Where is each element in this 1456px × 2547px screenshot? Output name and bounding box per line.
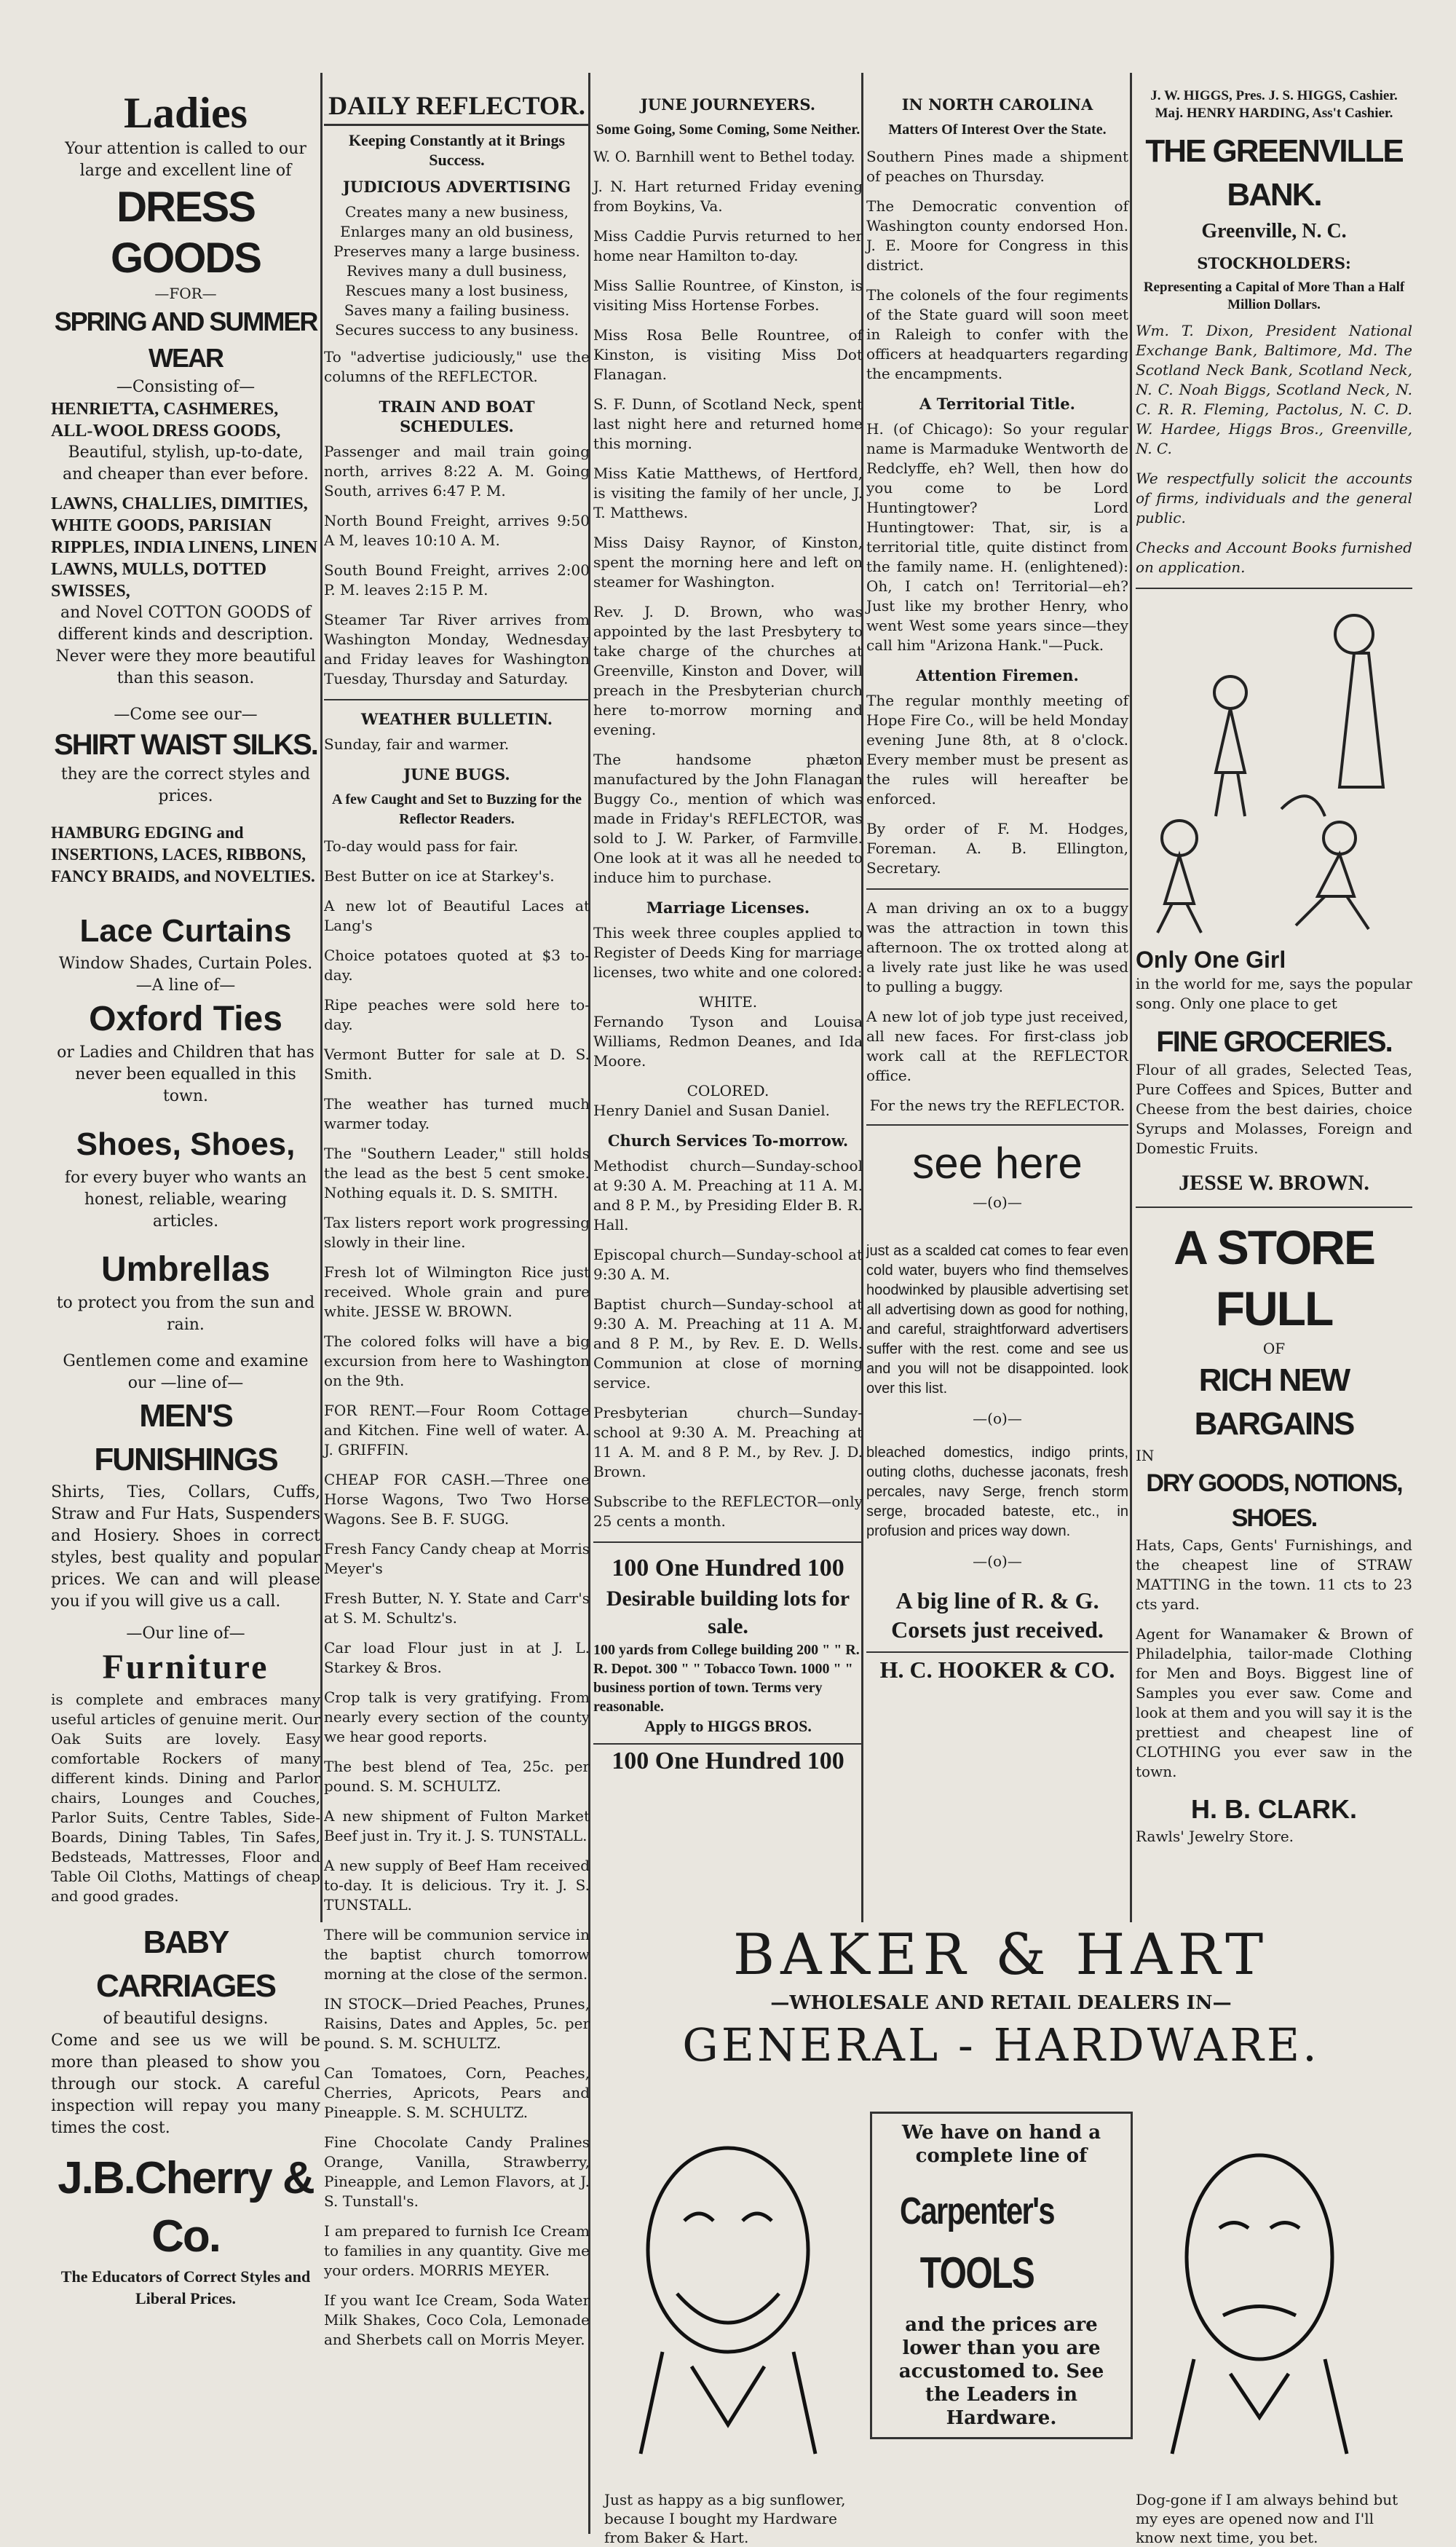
marriage-heading: Marriage Licenses.	[646, 899, 810, 917]
news-item: There will be communion service in the baptist church tomorrow morning at the close of the sermon.	[324, 1926, 590, 1983]
hooker-text: H. C. HOOKER & CO.	[866, 1651, 1128, 1686]
ornament: —(o)—	[973, 1193, 1022, 1211]
type-text: A new lot of job type just received, all new faces. For first-class job work call at the REFLECTOR office.	[866, 1008, 1128, 1084]
clark-heading: H. B. CLARK.	[1191, 1794, 1357, 1824]
news-item: IN STOCK—Dried Peaches, Prunes, Raisins, Dates and Apples, 5c. per pound. S. M. SCHULTZ.	[324, 1995, 590, 2052]
ourline-text: —Our line of—	[126, 1624, 245, 1643]
hundred-footer: 100 One Hundred 100	[593, 1743, 863, 1778]
they-are-text: they are the correct styles and prices.	[60, 765, 311, 805]
church-item: Baptist church—Sunday-school at 9:30 A. M. Preaching at 11 A. M. and 8 P. M., by Rev. E. D. Wells. Communion at close of morning service.	[593, 1295, 863, 1391]
bank-city: Greenville, N. C.	[1201, 220, 1347, 242]
see-here-heading: see here	[912, 1139, 1083, 1188]
hamburg-text: HAMBURG EDGING and INSERTIONS, LACES, RIBBONS, FANCY BRAIDS, and NOVELTIES.	[51, 824, 315, 885]
novel-text: and Novel COTTON GOODS of different kinds and description. Never were they more beautiful than this season.	[55, 604, 316, 687]
of-text: OF	[1262, 1340, 1286, 1357]
news-item: Crop talk is very gratifying. From nearly every section of the county we hear good reports.	[324, 1689, 590, 1745]
reflector-column	[324, 87, 590, 2360]
come-see-text: —Come see our—	[114, 706, 258, 724]
happy-man-illustration	[619, 2133, 837, 2461]
june-bugs-heading: JUNE BUGS.	[403, 765, 510, 783]
umbrellas-heading: Umbrellas	[100, 1250, 271, 1289]
journeyers-sub: Some Going, Some Coming, Some Neither.	[596, 122, 860, 138]
church-item: Methodist church—Sunday-school at 9:30 A. M. Preaching at 11 A. M. and 8 P. M., by Presiding Elder B. R. Hall.	[593, 1157, 863, 1233]
journeyers-column	[593, 87, 863, 1778]
fine-groceries-heading: FINE GROCERIES.	[1156, 1026, 1392, 1058]
apply-text: Apply to HIGGS BROS.	[644, 1717, 812, 1735]
steamer-text: Steamer Tar River arrives from Washington Monday, Wednesday and Friday leaves for Washington Tuesday, Thursday and Saturday.	[324, 611, 590, 687]
oxford-heading: Oxford Ties	[89, 1000, 282, 1038]
consisting-text: —Consisting of—	[116, 378, 256, 396]
baby-text: of beautiful designs.	[103, 2010, 269, 2028]
divider	[1136, 588, 1412, 589]
cherry-ad-column	[51, 87, 320, 2310]
gentlemen-text: Gentlemen come and examine our —line of—	[63, 1352, 309, 1392]
news-item: Fine Chocolate Candy Pralines Orange, Vanilla, Strawberry, Pineapple, and Lemon Flavors, at J. S. Tunstall's.	[324, 2133, 590, 2210]
solicit-text: We respectfully solicit the accounts of firms, individuals and the general public.	[1136, 470, 1412, 526]
lots-heading: Desirable building lots for sale.	[606, 1587, 850, 1638]
bank-officers: J. W. HIGGS, Pres. J. S. HIGGS, Cashier. Maj. HENRY HARDING, Ass't Cashier.	[1150, 88, 1398, 121]
news-item: If you want Ice Cream, Soda Water Milk Shakes, Coco Cola, Lemonade and Sherbets call on Morris Meyer.	[324, 2291, 590, 2348]
column-rule	[1130, 73, 1132, 1922]
general-hardware-heading: GENERAL - HARDWARE.	[682, 2018, 1320, 2072]
tools-ad	[870, 2112, 1133, 2439]
tools-heading: TOOLS	[919, 2248, 1034, 2297]
few-caught-text: A few Caught and Set to Buzzing for the Reflector Readers.	[332, 791, 582, 827]
dog-gone-caption: Dog-gone if I am always behind but my eyes are opened now and I'll know next time, you bet.	[1136, 2491, 1398, 2546]
territorial-text: H. (of Chicago): So your regular name is Marmaduke Wentworth de Redclyffe, eh? Well, then how do you come to be Lord Huntingtower? Lord Huntingtower: That, sir, is a territorial title, quite distinct from the family name. H. (enlightened): Oh, I catch on! Territorial—eh? Just like my brother Henry, who went West some years since—they call him "Arizona Hank."—Puck.	[866, 420, 1128, 654]
white-label: WHITE.	[698, 993, 758, 1011]
spring-heading: SPRING AND SUMMER WEAR	[54, 307, 317, 373]
news-item: W. O. Barnhill went to Bethel today.	[593, 148, 855, 165]
news-item: S. F. Dunn, of Scotland Neck, spent last night here and returned home this morning.	[593, 395, 863, 452]
news-item: Tax listers report work progressing slowly in their line.	[324, 1214, 590, 1251]
news-item: Miss Katie Matthews, of Hertford, is visiting the family of her uncle, J. T. Matthews.	[593, 465, 863, 521]
weather-text: Sunday, fair and warmer.	[324, 735, 510, 753]
train-2: North Bound Freight, arrives 9:50 A M, leaves 10:10 A. M.	[324, 512, 590, 549]
prices-text: and the prices are lower than you are accustomed to. See the Leaders in Hardware.	[898, 2314, 1104, 2429]
church-item: Presbyterian church—Sunday-school at 9:30 A. M. Preaching at 11 A. M. and 8 P. M., by Rev. J. D. Brown.	[593, 1404, 863, 1480]
news-item: The colonels of the four regiments of the State guard will soon meet in Raleigh to confer with the officers at headquarters regarding the encampments.	[866, 286, 1128, 382]
news-item: The colored folks will have a big excursion from here to Washington on the 9th.	[324, 1332, 590, 1389]
news-item: Fresh Butter, N. Y. State and Carr's at S. M. Schultz's.	[324, 1590, 590, 1627]
stockholders-text: Wm. T. Dixon, President National Exchange Bank, Baltimore, Md. The Scotland Neck Bank, Scotland Neck, N. C. Noah Biggs, Scotland Neck, N. C. R. R. Fleming, Pactolus, N. C. D. W. Hardee, Higgs Bros., Greenville, N. C.	[1136, 322, 1412, 457]
girl-text: in the world for me, says the popular song. Only one place to get	[1136, 975, 1412, 1012]
baker-hart-ad	[593, 1922, 1409, 2072]
jesse-brown: JESSE W. BROWN.	[1179, 1171, 1369, 1195]
news-item: Rev. J. D. Brown, who was appointed by the last Presbytery to take charge of the churches at Greenville, Kinston and Dover, will preach in the Presbyterian church here to-morrow morning and evening.	[593, 603, 863, 738]
to-adv-text: To "advertise judiciously," use the columns of the REFLECTOR.	[324, 348, 590, 385]
news-item: Choice potatoes quoted at $3 to-day.	[324, 947, 590, 984]
news-item: Miss Sallie Rountree, of Kinston, is visiting Miss Hortense Forbes.	[593, 277, 863, 314]
for-text: —FOR—	[154, 285, 217, 302]
groceries-text: Flour of all grades, Selected Teas, Pure Coffees and Spices, Butter and Cheese from the best dairies, choice Syrups and Molasses, Foreign and Domestic Fruits.	[1136, 1061, 1412, 1157]
bleached-text: bleached domestics, indigo prints, outing cloths, duchesse jaconats, fresh percales, navy Serge, french storm serge, brocaded bateste, etc., in profusion and prices way down.	[866, 1445, 1128, 1539]
rich-bargains-heading: RICH NEW BARGAINS	[1194, 1362, 1354, 1442]
aline-text: —A line of—	[135, 976, 236, 995]
lots-text: 100 yards from College building 200 " " R. R. Depot. 300 " " Tobacco Town. 1000 " " business portion of town. Terms very reasonable.	[593, 1642, 860, 1715]
subscribe-text: Subscribe to the REFLECTOR—only 25 cents a month.	[593, 1493, 863, 1530]
news-item: Miss Daisy Raynor, of Kinston, spent the morning here and left on steamer for Washington.	[593, 534, 863, 591]
news-item: CHEAP FOR CASH.—Three one Horse Wagons, Two Two Horse Wagons. See B. F. SUGG.	[324, 1471, 590, 1528]
divider	[866, 888, 1128, 890]
firemen-heading: Attention Firemen.	[916, 666, 1079, 684]
bank-heading: THE GREENVILLE BANK.	[1145, 133, 1403, 213]
news-item: The handsome phæton manufactured by the John Flanagan Buggy Co., mention of which was made in Friday's REFLECTOR, was sold to J. W. Parker, of Farmville. One look at it was all he needed to induce him to purchase.	[593, 751, 863, 886]
ornament: —(o)—	[973, 1410, 1022, 1427]
news-item: The "Southern Leader," still holds the lead as the best 5 cent smoke. Nothing equals it. D. S. SMITH.	[324, 1145, 590, 1201]
educators-text: The Educators of Correct Styles and Liberal Prices.	[60, 2267, 311, 2307]
hundred-heading: 100 One Hundred 100	[612, 1555, 844, 1581]
lawns-text: LAWNS, CHALLIES, DIMITIES, WHITE GOODS, PARISIAN RIPPLES, INDIA LINENS, LINEN LAWNS, MULLS, DOTTED SWISSES,	[51, 494, 318, 601]
news-item: Fresh lot of Wilmington Rice just received. Whole grain and pure white. JESSE W. BROWN.	[324, 1263, 590, 1320]
ornament: —(o)—	[973, 1552, 1022, 1570]
nc-sub: Matters Of Interest Over the State.	[888, 122, 1107, 138]
carpenters-heading: Carpenter's	[900, 2190, 1054, 2232]
mens-heading: MEN'S FUNISHINGS	[94, 1398, 277, 1477]
rawls-text: Rawls' Jewelry Store.	[1136, 1828, 1294, 1845]
in-text: IN	[1136, 1447, 1155, 1464]
window-text: Window Shades, Curtain Poles.	[58, 955, 313, 973]
column-rule	[320, 73, 323, 1922]
white-names: Fernando Tyson and Louisa Williams, Redmon Deanes, and Ida Moore.	[593, 1013, 863, 1070]
dress-goods-heading: DRESS GOODS	[111, 183, 261, 282]
corsets-text: A big line of R. & G. Corsets just received.	[891, 1587, 1104, 1643]
journeyers-heading: JUNE JOURNEYERS.	[640, 95, 816, 114]
firemen-text: The regular monthly meeting of Hope Fire Co., will be held Monday evening June 8th, at 8 o'clock. Every member must be present as the rules will hereafter be enforced.	[866, 692, 1128, 807]
news-item: I am prepared to furnish Ice Cream to families in any quantity. Give me your orders. MORRIS MEYER.	[324, 2222, 590, 2279]
divider	[593, 1541, 863, 1543]
judicious-heading: JUDICIOUS ADVERTISING	[343, 178, 571, 196]
children-illustration	[1136, 598, 1412, 940]
news-item: Best Butter on ice at Starkey's.	[324, 867, 555, 885]
judicious-poem: Creates many a new business, Enlarges many an old business, Preserves many a large business. Revives many a dull business, Rescues many a lost business, Saves many a failing business. Secures success to any business.	[333, 203, 580, 339]
news-item: Can Tomatoes, Corn, Peaches, Cherries, Apricots, Pears and Pineapple. S. M. SCHULTZ.	[324, 2064, 590, 2121]
church-heading: Church Services To-morrow.	[607, 1132, 849, 1150]
train-3: South Bound Freight, arrives 2:00 P. M. leaves 2:15 P. M.	[324, 561, 590, 599]
store-full-heading: A STORE FULL	[1174, 1220, 1374, 1335]
dry-goods-heading: DRY GOODS, NOTIONS, SHOES.	[1146, 1469, 1402, 1532]
church-item: Episcopal church—Sunday-school at 9:30 A. M.	[593, 1246, 863, 1283]
territorial-heading: A Territorial Title.	[919, 395, 1075, 413]
news-item: Fresh Fancy Candy cheap at Morris Meyer's	[324, 1540, 590, 1577]
north-carolina-column	[866, 87, 1128, 1686]
furniture-text: is complete and embraces many useful articles of genuine merit. Our Oak Suits are lovely. Easy comfortable Rockers of many different kinds. Dining and Parlor chairs, Lounges and Couches, Parlor Suits, Centre Tables, Side-Boards, Dining Tables, Tin Safes, Bedsteads, Mattresses, Floor and Table Oil Cloths, Mattings of cheap and good grades.	[51, 1691, 321, 1905]
train-heading: TRAIN AND BOAT SCHEDULES.	[379, 398, 535, 435]
checks-text: Checks and Account Books furnished on application.	[1136, 539, 1412, 576]
news-item: The weather has turned much warmer today.	[324, 1095, 590, 1132]
news-item: J. N. Hart returned Friday evening from Boykins, Va.	[593, 178, 863, 215]
marriage-text: This week three couples applied to Register of Deeds King for marriage licenses, two white and one colored:	[593, 924, 863, 981]
colored-label: COLORED.	[687, 1082, 769, 1099]
news-item: Miss Caddie Purvis returned to her home near Hamilton to-day.	[593, 227, 863, 264]
baby-heading: BABY CARRIAGES	[95, 1924, 276, 2004]
agent-text: Agent for Wanamaker & Brown of Philadelphia, tailor-made Clothing for Men and Boys. Biggest line of Samples you ever saw. Come and look at them and you will say it is the prettiest and cheapest line of CLOTHING you ever saw in the town.	[1136, 1625, 1412, 1780]
bank-column	[1136, 87, 1412, 1847]
keeping-text: Keeping Constantly at it Brings Success.	[348, 131, 566, 169]
beautiful-text: Beautiful, stylish, up-to-date, and cheaper than ever before.	[63, 443, 309, 483]
happy-caption: Just as happy as a big sunflower, because I bought my Hardware from Baker & Hart.	[604, 2491, 846, 2546]
news-item: FOR RENT.—Four Room Cottage and Kitchen. Fine well of water. A. J. GRIFFIN.	[324, 1402, 590, 1458]
henrietta-text: HENRIETTA, CASHMERES, ALL-WOOL DRESS GOODS,	[51, 400, 281, 441]
one-girl-heading: Only One Girl	[1136, 947, 1286, 973]
scalded-text: just as a scalded cat comes to fear even cold water, buyers who find themselves hoodwinked by plausible advertising set all advertising down as good for nothing, and careful, straightforward advertisers suffer with the rest. come and see us and you will not be disappointed. look over this list.	[866, 1243, 1128, 1397]
news-item: Car load Flour just in at J. L. Starkey & Bros.	[324, 1639, 590, 1676]
cherry-heading: J.B.Cherry & Co.	[58, 2153, 314, 2262]
lace-heading: Lace Curtains	[79, 913, 292, 949]
divider	[866, 1124, 1128, 1126]
news-text: For the news try the REFLECTOR.	[869, 1097, 1125, 1114]
shoes-text: for every buyer who wants an honest, reliable, wearing articles.	[64, 1169, 307, 1231]
wholesale-text: —WHOLESALE AND RETAIL DEALERS IN—	[770, 1992, 1232, 2014]
shirt-waist-heading: SHIRT WAIST SILKS.	[54, 729, 317, 761]
masthead: DAILY REFLECTOR.	[324, 87, 590, 126]
shoes-heading: Shoes, Shoes,	[76, 1126, 296, 1162]
news-item: A new supply of Beef Ham received to-day. It is delicious. Try it. J. S. TUNSTALL.	[324, 1857, 590, 1914]
divider	[1136, 1207, 1412, 1208]
furniture-heading: Furniture	[102, 1648, 269, 1686]
news-item: To-day would pass for fair.	[324, 837, 518, 855]
news-item: Southern Pines made a shipment of peaches on Thursday.	[866, 148, 1128, 185]
news-item: Miss Rosa Belle Rountree, of Kinston, is visiting Miss Dot Flanagan.	[593, 326, 863, 383]
oxford-text: or Ladies and Children that has never been equalled in this town.	[57, 1043, 314, 1105]
ladies-heading: Ladies	[123, 89, 248, 137]
umbrellas-text: to protect you from the sun and rain.	[56, 1294, 315, 1334]
stock-heading: STOCKHOLDERS:	[1197, 254, 1351, 272]
nc-heading: IN NORTH CAROLINA	[901, 95, 1093, 114]
news-item: The Democratic convention of Washington county endorsed Hon. J. E. Moore for Congress in this district.	[866, 197, 1128, 274]
dry-goods-text: Hats, Caps, Gents' Furnishings, and the cheapest line of STRAW MATTING in the town. 11 cts to 23 cts yard.	[1136, 1536, 1412, 1613]
train-1: Passenger and mail train going north, arrives 8:22 A. M. Going South, arrives 6:47 P. M.	[324, 443, 590, 499]
news-item: Vermont Butter for sale at D. S. Smith.	[324, 1046, 590, 1083]
divider	[324, 699, 590, 700]
news-item: Ripe peaches were sold here to-day.	[324, 996, 590, 1033]
ox-text: A man driving an ox to a buggy was the attraction in town this afternoon. The ox trotted along at a lively rate just like he was used to pulling a buggy.	[866, 899, 1128, 995]
stock-sub: Representing a Capital of More Than a Half Million Dollars.	[1143, 280, 1405, 312]
news-item: A new shipment of Fulton Market Beef just in. Try it. J. S. TUNSTALL.	[324, 1807, 590, 1844]
mens-text: Shirts, Ties, Collars, Cuffs, Straw and Fur Hats, Suspenders and Hosiery. Shoes in correct styles, best quality and popular prices. We can and will please you if you will give us a call.	[51, 1483, 320, 1611]
news-item: A new lot of Beautiful Laces at Lang's	[324, 897, 590, 934]
grumpy-man-illustration	[1150, 2133, 1369, 2461]
have-text: We have on hand a complete line of	[901, 2122, 1101, 2167]
firemen-sig: By order of F. M. Hodges, Foreman. A. B. Ellington, Secretary.	[866, 820, 1128, 877]
weather-heading: WEATHER BULLETIN.	[360, 710, 553, 728]
intro-text: Your attention is called to our large and excellent line of	[65, 140, 306, 180]
baker-hart-heading: BAKER & HART	[732, 1922, 1270, 1988]
come-text: Come and see us we will be more than pleased to show you through our stock. A careful inspection will repay you many times the cost.	[51, 2031, 320, 2137]
news-item: The best blend of Tea, 25c. per pound. S. M. SCHULTZ.	[324, 1758, 590, 1795]
colored-names: Henry Daniel and Susan Daniel.	[593, 1102, 830, 1119]
